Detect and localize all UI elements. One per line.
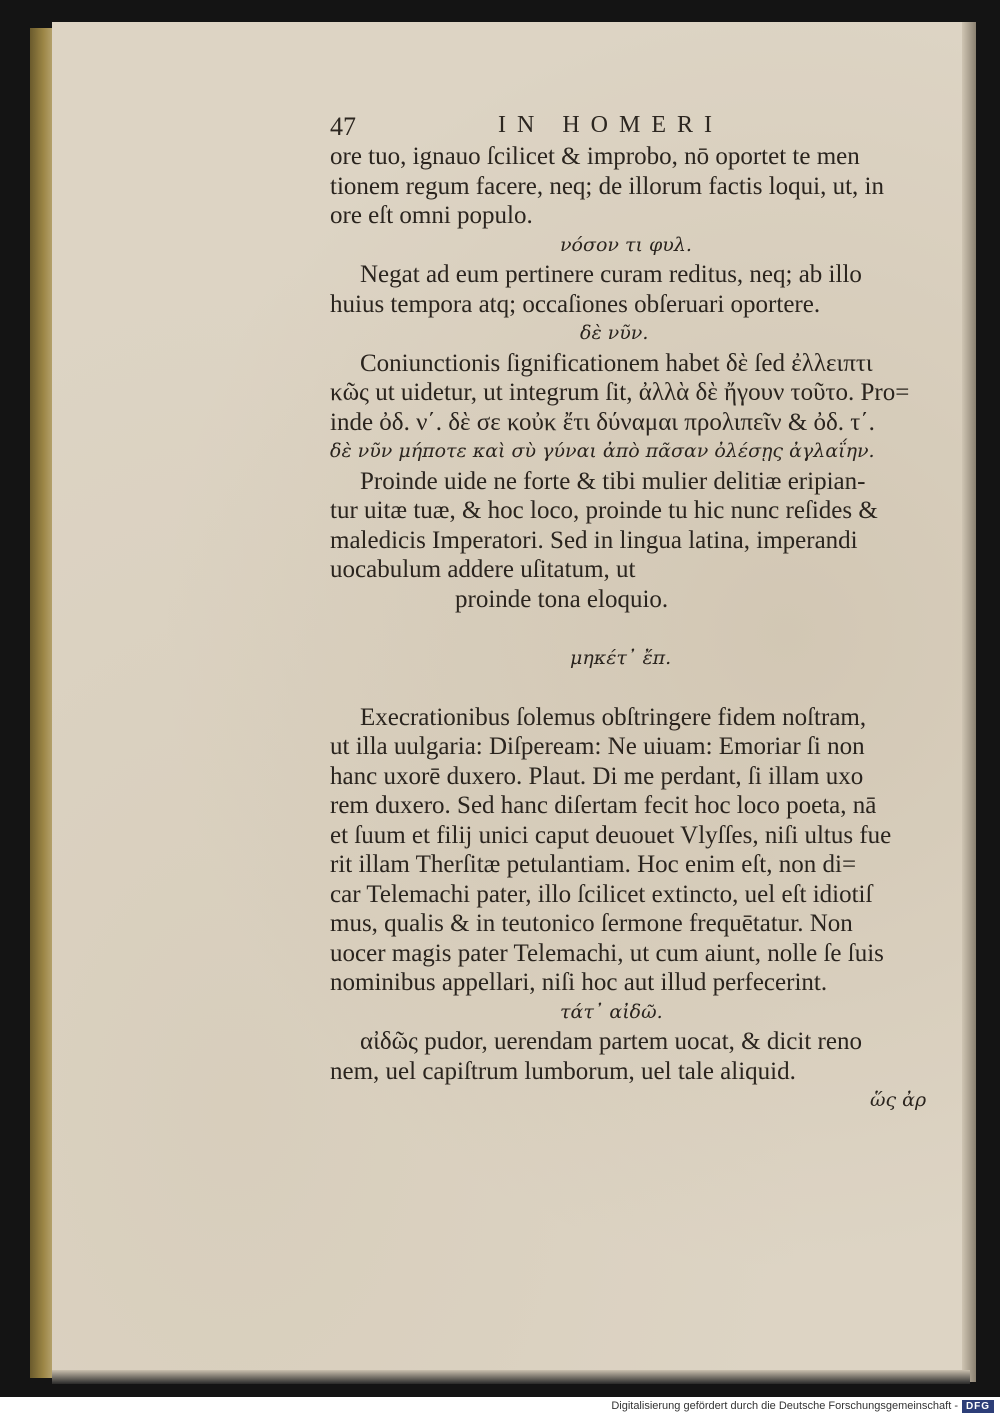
text-line — [330, 673, 955, 703]
text-line: Proinde uide ne forte & tibi mulier delitiæ eripian- — [360, 467, 866, 495]
text-line: ore tuo, ignauo ſcilicet & improbo, nō oportet te men — [330, 143, 860, 170]
text-line: car Telemachi pater, illo ſcilicet extincto, uel eſt idiotiſ — [330, 880, 873, 908]
page-number: 47 — [330, 112, 356, 141]
text-line: uocer magis pater Telemachi, ut cum aiunt, nolle ſe ſuis — [330, 939, 884, 967]
text-line: nem, uel capiſtrum lumborum, uel tale aliquid. — [330, 1057, 796, 1085]
dfg-logo: DFG — [962, 1400, 994, 1413]
greek-lemma-line: τάτ᾽ αἰδῶ. — [560, 1000, 663, 1023]
text-line: tionem regum facere, neq; de illorum factis loqui, ut, in — [330, 172, 885, 200]
text-line: hanc uxorē duxero. Plaut. Di me perdant, ſi illam uxo — [330, 762, 864, 790]
text-line: Execrationibus ſolemus obſtringere fidem noſtram, — [360, 703, 867, 731]
text-line: αἰδῶς pudor, uerendam partem uocat, & dicit reno — [360, 1028, 862, 1055]
text-line: proinde tona eloquio. — [455, 585, 669, 613]
body-text — [330, 142, 955, 1116]
greek-lemma-line: ὥς ἀρ — [870, 1089, 927, 1111]
text-line: et ſuum et filij unici caput deuouet Vlyſſes, niſi ultus fue — [330, 821, 892, 849]
text-line: κῶς ut uidetur, ut integrum ſit, ἀλλὰ δὲ ἤγουν τοῦτο. Pro= — [330, 379, 910, 406]
greek-lemma-line: νόσον τι φυλ. — [560, 233, 692, 256]
text-line: Coniunctionis ſignificationem habet δὲ ſed ἐλλειπτι — [360, 349, 873, 377]
text-line: ut illa uulgaria: Diſperеam: Ne uiuam: Emoriar ſi non — [330, 733, 865, 760]
page-right-edge — [962, 22, 976, 1382]
text-line: ore eſt omni populo. — [330, 202, 533, 229]
text-line: maledicis Imperatori. Sed in lingua latina, imperandi — [330, 526, 858, 554]
page-bottom-edge — [52, 1370, 970, 1384]
text-line: Negat ad eum pertinere curam reditus, neq; ab illo — [360, 261, 862, 288]
text-line: inde ὀδ. ν΄. δὲ σε κοὐκ ἔτι δύναμαι προλιπεῖν & ὀδ. τ΄. — [330, 408, 875, 436]
text-line: nominibus appellari, niſi hoc aut illud perfecerint. — [330, 969, 828, 996]
text-line: rem duxero. Sed hanc diſertam fecit hoc loco poeta, nā — [330, 792, 877, 819]
greek-lemma-line: δὲ νῦν. — [580, 322, 649, 344]
greek-lemma-line: μηκέτ᾽ ἔπ. — [570, 646, 672, 669]
footer-bar — [0, 1397, 1000, 1417]
text-line: rit illam Therſitæ petulantiam. Hoc enim eſt, non di= — [330, 851, 857, 878]
text-line: tur uitæ tuæ, & hoc loco, proinde tu hic nunc reſides & — [330, 497, 878, 524]
text-line — [330, 614, 955, 644]
text-line: mus, qualis & in teutonico ſermone frequētatur. Non — [330, 910, 853, 937]
text-line: uocabulum addere uſitatum, ut — [330, 556, 636, 583]
greek-lemma-line: δὲ νῦν μήποτε καὶ σὺ γύναι ἀπὸ πᾶσαν ὀλέσῃς ἀγλαΐην. — [330, 440, 875, 462]
running-title: IN HOMERI — [498, 112, 723, 138]
page-header — [330, 112, 950, 146]
funding-credit: Digitalisierung gefördert durch die Deutsche Forschungsgemeinschaft - — [611, 1400, 958, 1412]
text-line: huius tempora atq; occaſiones obſeruari oportere. — [330, 290, 821, 318]
